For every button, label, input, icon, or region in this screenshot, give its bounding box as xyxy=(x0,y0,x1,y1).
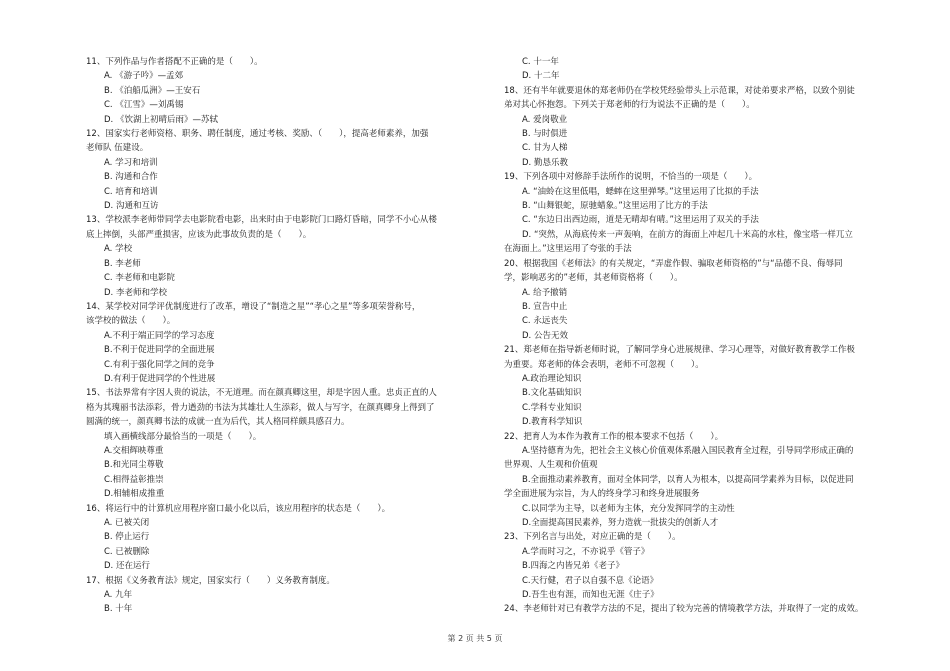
question-text: 15、书法界常有字因人贵的说法，不无道理。而在颜真卿这里，却是字因人重。忠贞正直的人 xyxy=(86,388,437,399)
question-text-continued: 底上摔倒，头部严重损害，应该为此事故负责的是（ ）。 xyxy=(86,229,312,240)
answer-option: B.四海之内皆兄弟《老子》 xyxy=(522,561,625,572)
question-text: 12、国家实行老师资格、职务、聘任制度，通过考核、奖励、（ ），提高老师素养，加强 xyxy=(86,129,429,140)
answer-option: C. 李老师和电影院 xyxy=(104,273,175,284)
answer-option: B. 李老师 xyxy=(104,258,141,269)
answer-option: A. “油蛉在这里低唱，蟋蟀在这里弹琴。”这里运用了比拟的手法 xyxy=(522,186,759,197)
answer-option: A. 《游子吟》—孟郊 xyxy=(104,71,184,82)
answer-option: C. 《江雪》—刘禹锡 xyxy=(104,100,184,111)
question-text: 18、还有半年就要退休的郑老师仍在学校凭经验带头上示范课，对徒弟要求严格，以致个别徒 xyxy=(504,85,855,96)
answer-option: B.全面推动素养教育，面对全体同学，以育人为根本，以提高同学素养为目标，以促进同 xyxy=(522,474,854,485)
question-text: 16、将运行中的计算机应用程序窗口最小化以后，该应用程序的状态是（ ）。 xyxy=(86,503,391,514)
question-text: 14、某学校对同学评优制度进行了改革，增设了“制造之星”“孝心之星”等多项荣誉称号， xyxy=(86,301,421,312)
answer-option: C. 培育和培训 xyxy=(104,186,158,197)
answer-option: C. 已被删除 xyxy=(104,546,150,557)
answer-option: C. 十一年 xyxy=(522,57,559,67)
answer-option: A. 给予撤销 xyxy=(522,287,568,298)
question-text-continued: 老师队 伍建设。 xyxy=(86,143,149,154)
page-number: 第 2 页 共 5 页 xyxy=(447,634,503,643)
question-text: 21、郑老师在指导新老师时说，了解同学身心进展规律、学习心理等，对做好教育教学工作极 xyxy=(504,345,855,356)
answer-option: B.和光同尘尊敬 xyxy=(104,460,164,471)
answer-option: A.坚持德育为先，把社会主义核心价值观体系融入国民教育全过程，引导同学形成正确的 xyxy=(522,445,854,456)
answer-option: B. 沟通和合作 xyxy=(104,172,158,183)
answer-option: D. 李老师和学校 xyxy=(104,287,167,298)
right-column xyxy=(504,55,914,617)
answer-option: C.有利于强化同学之间的竞争 xyxy=(104,359,215,370)
question-text: 20、根据我国《老师法》的有关规定，“弄虚作假、骗取老师资格的”与“品德不良、侮辱同 xyxy=(504,258,843,269)
answer-option: C.天行健，君子以自强不息《论语》 xyxy=(522,575,659,586)
answer-option: B.文化基础知识 xyxy=(522,388,582,399)
answer-option: A. 爱岗敬业 xyxy=(522,114,568,125)
question-text: 22、把育人为本作为教育工作的根本要求不包括（ ）。 xyxy=(504,431,724,442)
question-text-continued: 弟对其心怀抱怨。下列关于郑老师的行为说法不正确的是（ ）。 xyxy=(504,100,755,111)
answer-option: B. 停止运行 xyxy=(104,532,150,543)
answer-option: D.有利于促进同学的个性进展 xyxy=(104,373,216,384)
answer-option: D. 十二年 xyxy=(522,71,560,82)
answer-option: D. 公告无效 xyxy=(522,330,568,341)
answer-option: B. 宣告中止 xyxy=(522,301,568,312)
question-text: 13、学校派李老师带同学去电影院看电影，出来时由于电影院门口路灯昏暗，同学不小心从楼 xyxy=(86,215,437,226)
answer-option: C.相得益彰推崇 xyxy=(104,474,164,485)
question-text-continued: 在海面上。”这里运用了夸张的手法 xyxy=(504,244,632,255)
question-text: 11、下列作品与作者搭配不正确的是（ ）。 xyxy=(86,57,263,67)
answer-option: C.以同学为主导，以老师为主体，充分发挥同学的主动性 xyxy=(522,503,735,514)
answer-option: B. 十年 xyxy=(104,604,133,615)
answer-option: D. 勤恳乐教 xyxy=(522,157,568,168)
answer-option: D.全面提高国民素养，努力造就一批拔尖的创新人才 xyxy=(522,518,719,528)
answer-option: C. “东边日出西边雨，道是无晴却有晴。”这里运用了双关的手法 xyxy=(522,215,759,226)
question-text: 23、下列名言与出处，对应正确的是（ ）。 xyxy=(504,532,681,543)
answer-option: D.相辅相成推重 xyxy=(104,489,165,500)
answer-option: A. 学习和培训 xyxy=(104,157,158,168)
answer-option: C.学科专业知识 xyxy=(522,402,582,413)
question-text-continued: 世界观、人生观和价值观 xyxy=(504,460,598,471)
question-text-continued: 学全面进展为宗旨，为人的终身学习和终身进展服务 xyxy=(504,489,700,500)
answer-option: D. 《饮湖上初晴后雨》—苏轼 xyxy=(104,114,218,125)
answer-option: B. 与时俱进 xyxy=(522,129,568,140)
answer-option: A. 九年 xyxy=(104,590,133,601)
question-text: 17、根据《义务教育法》规定，国家实行（ ）义务教育制度。 xyxy=(86,575,335,586)
question-text-continued: 格为其瑰丽书法添彩，骨力遒劲的书法为其雄壮人生添彩，做人与写字，在颜真卿身上得到了 xyxy=(86,402,435,413)
left-column xyxy=(86,55,486,617)
answer-option: B.不利于促进同学的全面进展 xyxy=(104,345,215,356)
answer-option: B. “山舞银蛇，原驰蜡象。”这里运用了比方的手法 xyxy=(522,201,708,212)
answer-option: A.政治理论知识 xyxy=(522,373,582,384)
answer-option: A. 学校 xyxy=(104,244,133,255)
answer-option: D.吾生也有涯，而知也无涯《庄子》 xyxy=(522,590,659,601)
answer-option: A.学而时习之，不亦说乎《管子》 xyxy=(522,546,650,557)
answer-option: A.不利于端正同学的学习态度 xyxy=(104,330,215,341)
answer-option: 填入画横线部分最恰当的一项是（ ）。 xyxy=(104,431,262,442)
answer-option: A. 已被关闭 xyxy=(104,518,150,528)
answer-option: B. 《泊船瓜洲》—王安石 xyxy=(104,85,201,96)
question-text: 24、李老师针对已有教学方法的不足，提出了较为完善的情境教学方法，并取得了一定的成效。 xyxy=(504,604,864,615)
answer-option: D. 沟通和互访 xyxy=(104,201,159,212)
answer-option: C. 永远丧失 xyxy=(522,316,568,327)
answer-option: D.教育科学知识 xyxy=(522,417,583,428)
question-text-continued: 为重要。郑老师的体会表明，老师不可忽视（ ）。 xyxy=(504,359,704,370)
question-text-continued: 该学校的做法（ ）。 xyxy=(86,316,176,327)
question-text-continued: 学，影响恶劣的”老师，其老师资格将（ ）。 xyxy=(504,273,683,284)
answer-option: C. 甘为人梯 xyxy=(522,143,568,154)
answer-option: D. 还在运行 xyxy=(104,561,150,572)
answer-option: D. “突然，从海底传来一声轰响，在前方的海面上冲起几十米高的水柱，像宝塔一样兀立 xyxy=(522,229,853,240)
question-text: 19、下列各项中对修辞手法所作的说明，不恰当的一项是（ ）。 xyxy=(504,172,758,183)
question-text-continued: 圆满的统一，颜真卿书法的成就一直为后代，其人格同样颇具感召力。 xyxy=(86,417,350,428)
answer-option: A.交相辉映尊重 xyxy=(104,445,164,456)
